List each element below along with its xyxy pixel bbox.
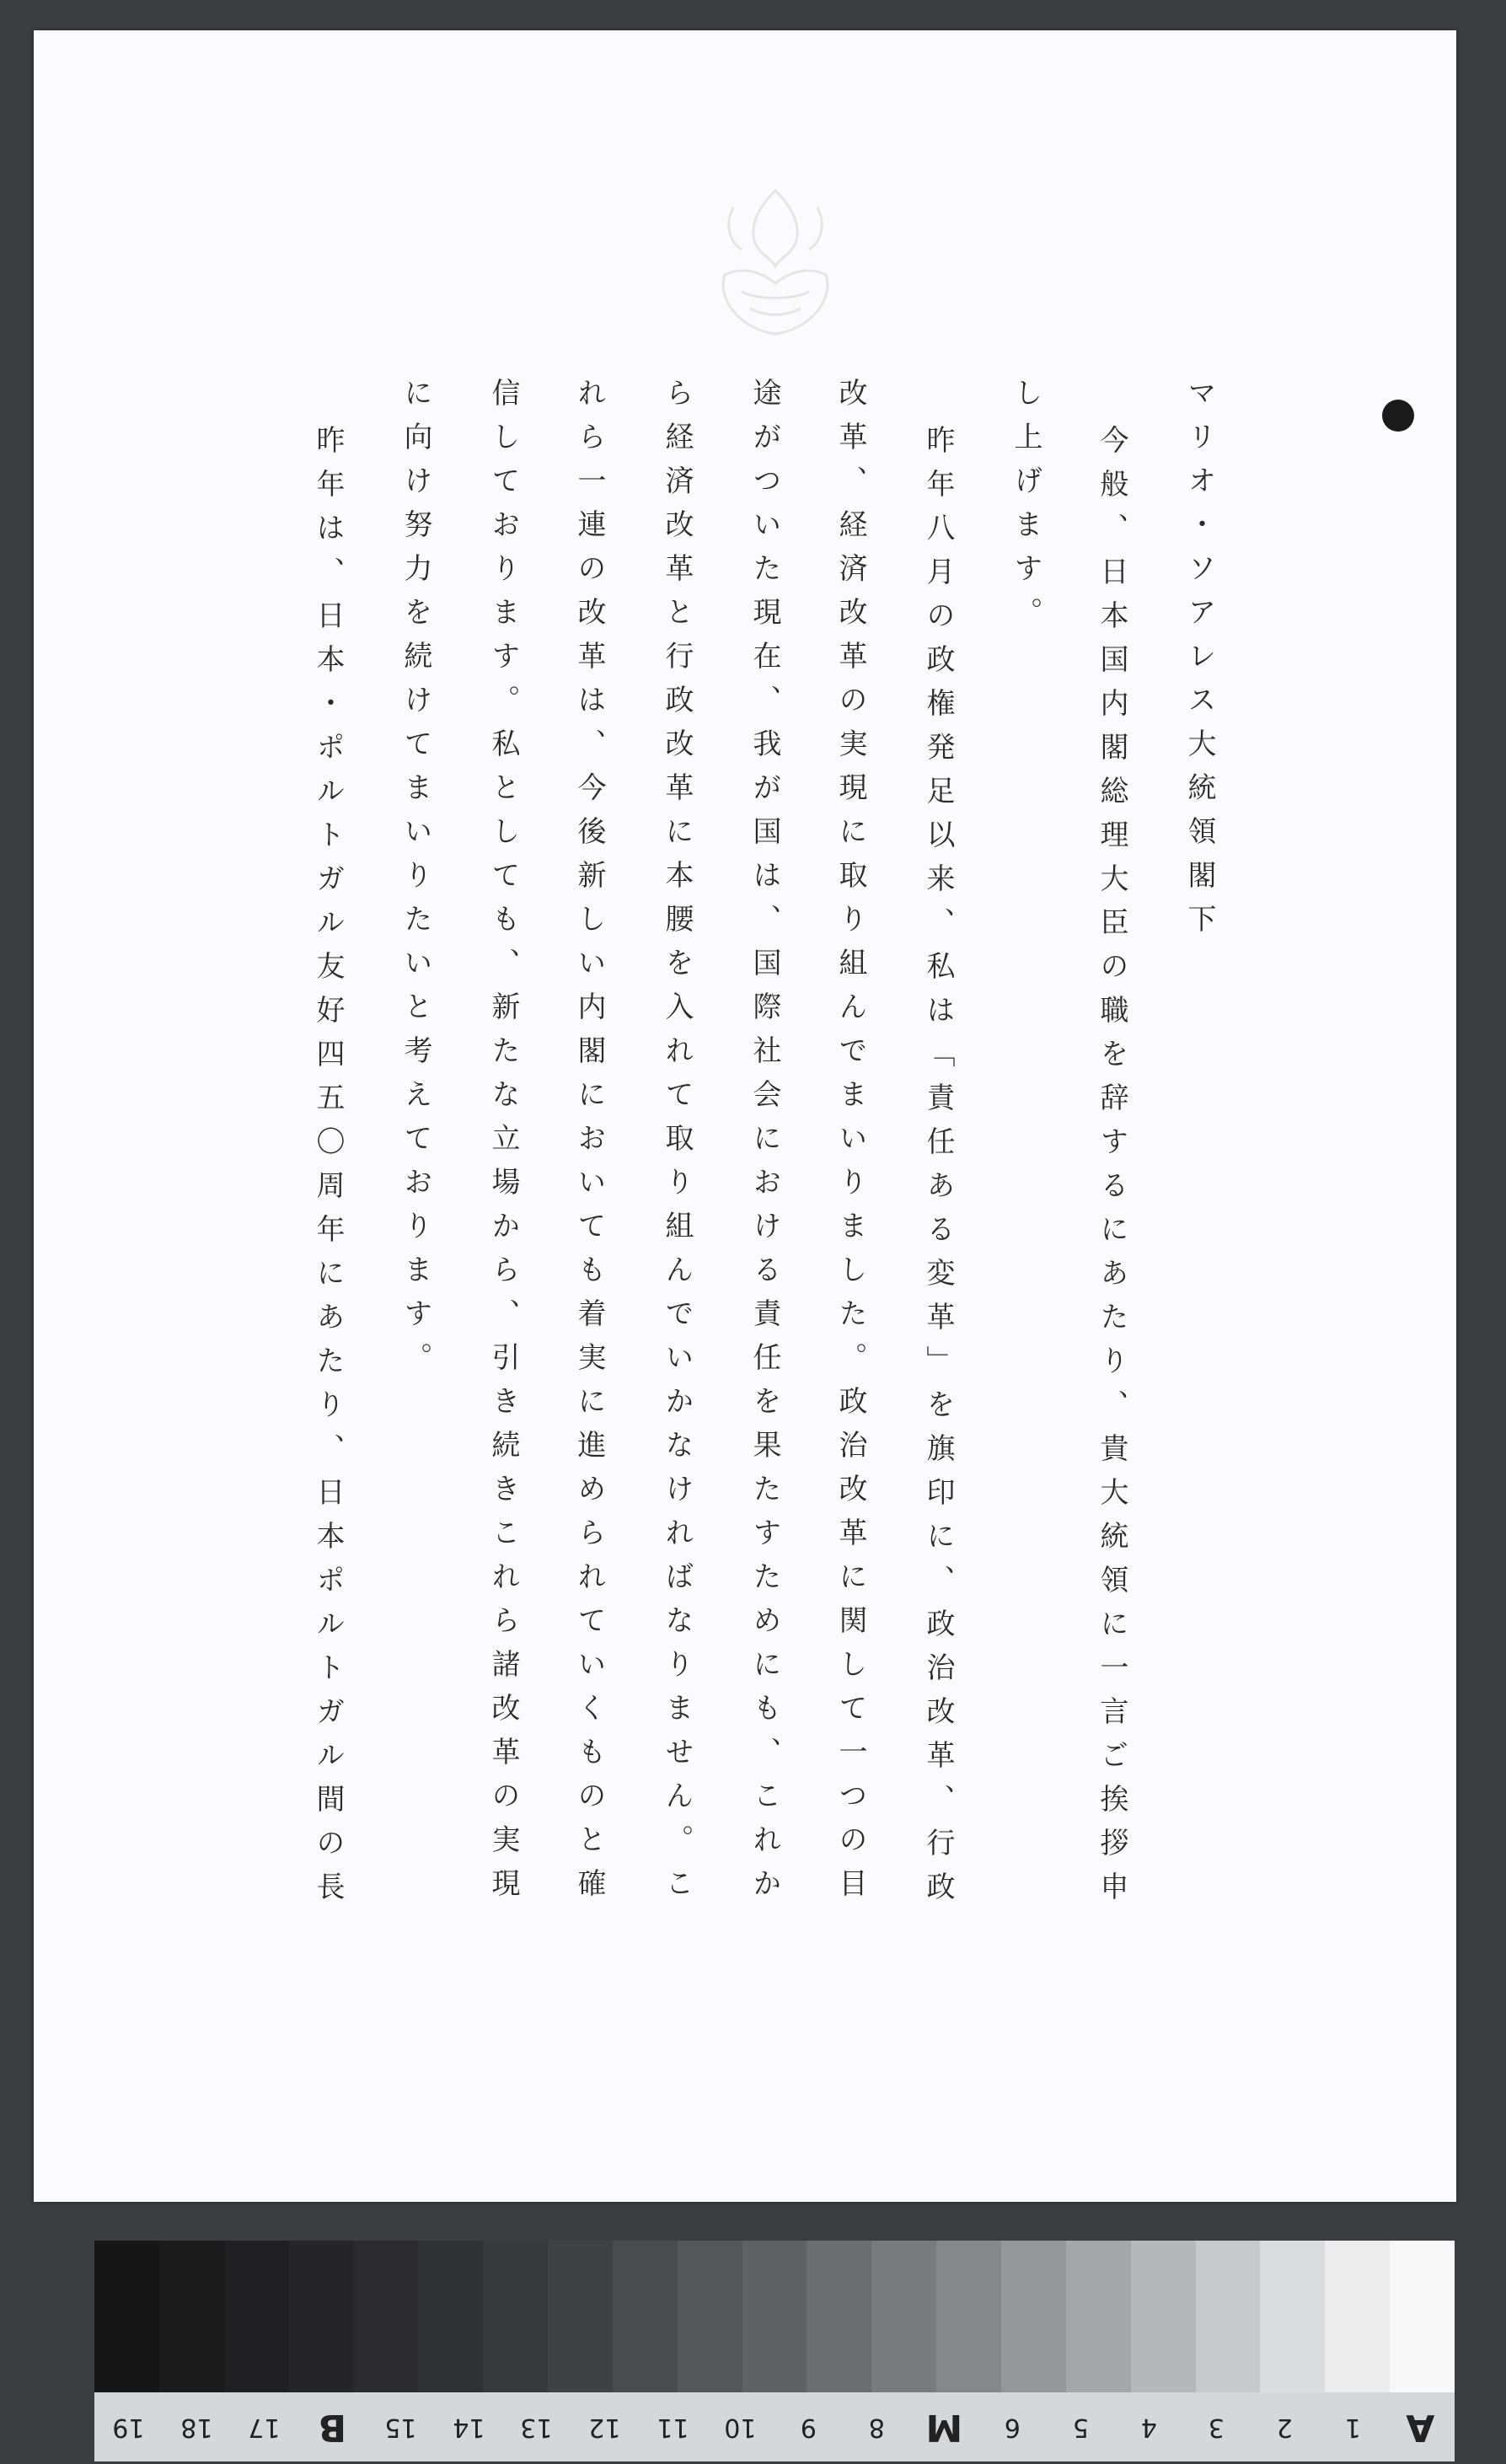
letter-line: 改革、経済改革の実現に取り組んでまいりました。政治改革に関して一つの目 <box>833 378 867 1912</box>
ruler-label: 8 <box>868 2412 885 2442</box>
gray-patch <box>1260 2241 1325 2392</box>
ruler-label: 11 <box>656 2412 689 2442</box>
ruler-label: 9 <box>800 2412 817 2442</box>
ruler-label: 1 <box>1344 2412 1361 2442</box>
ruler-label: 12 <box>588 2412 621 2442</box>
scale-ruler <box>94 2392 1455 2461</box>
document-sheet <box>34 30 1456 2202</box>
letter-line: れら一連の改革は、今後新しい内閣においても着実に進められていくものと確 <box>572 378 606 1912</box>
letter-line: 昨年は、日本・ポルトガル友好四五〇周年にあたり、日本ポルトガル間の長 <box>311 425 345 1915</box>
gray-patch <box>1196 2241 1261 2392</box>
ruler-label: 13 <box>520 2412 553 2442</box>
gray-patch <box>1131 2241 1196 2392</box>
ruler-label: 15 <box>384 2412 417 2442</box>
gray-patch <box>1325 2241 1390 2392</box>
gray-patch <box>1001 2241 1066 2392</box>
ruler-label: 5 <box>1072 2412 1089 2442</box>
gray-patch <box>224 2241 289 2392</box>
letter-line: 途がついた現在、我が国は、国際社会における責任を果たすためにも、これか <box>748 378 781 1912</box>
ruler-label: 3 <box>1209 2412 1225 2442</box>
gray-patch <box>807 2241 871 2392</box>
color-calibration-target <box>94 2241 1455 2461</box>
gray-patch <box>289 2241 354 2392</box>
ruler-label: 10 <box>724 2412 757 2442</box>
gray-patch <box>353 2241 418 2392</box>
gray-patch <box>742 2241 807 2392</box>
letter-line: 信しております。私としても、新たな立場から、引き続きこれら諸改革の実現 <box>486 378 520 1912</box>
grayscale-patches <box>94 2241 1455 2392</box>
ruler-label: 2 <box>1276 2412 1293 2442</box>
punch-hole-icon <box>1382 400 1414 432</box>
ruler-label: 17 <box>248 2412 281 2442</box>
ruler-label: 19 <box>112 2412 145 2442</box>
gray-patch <box>94 2241 159 2392</box>
kiri-crest-watermark-icon <box>699 174 851 342</box>
letter-line: 昨年八月の政権発足以来、私は「責任ある変革」を旗印に、政治改革、行政 <box>921 425 955 1915</box>
letter-line: し上げます。 <box>1009 378 1042 641</box>
gray-patch <box>548 2241 613 2392</box>
letter-line: に向け努力を続けてまいりたいと考えております。 <box>399 378 432 1386</box>
gray-patch <box>1066 2241 1131 2392</box>
salutation: マリオ・ソアレス大統領閣下 <box>1182 378 1216 947</box>
ruler-label: 14 <box>452 2412 485 2442</box>
letter-line: 今般、日本国内閣総理大臣の職を辞するにあたり、貴大統領に一言ご挨拶申 <box>1095 425 1128 1915</box>
gray-patch <box>871 2241 936 2392</box>
ruler-label: 6 <box>1004 2412 1021 2442</box>
gray-patch <box>483 2241 548 2392</box>
gray-patch <box>1390 2241 1455 2392</box>
gray-patch <box>418 2241 483 2392</box>
ruler-label: 4 <box>1140 2412 1157 2442</box>
gray-patch <box>936 2241 1001 2392</box>
letter-line: ら経済改革と行政改革に本腰を入れて取り組んでいかなければなりません。こ <box>660 378 694 1912</box>
ruler-label: B <box>318 2405 347 2449</box>
gray-patch <box>613 2241 678 2392</box>
gray-patch <box>678 2241 742 2392</box>
ruler-label: 18 <box>180 2412 213 2442</box>
ruler-label: A <box>1406 2405 1435 2449</box>
ruler-label: M <box>925 2405 963 2449</box>
gray-patch <box>159 2241 224 2392</box>
